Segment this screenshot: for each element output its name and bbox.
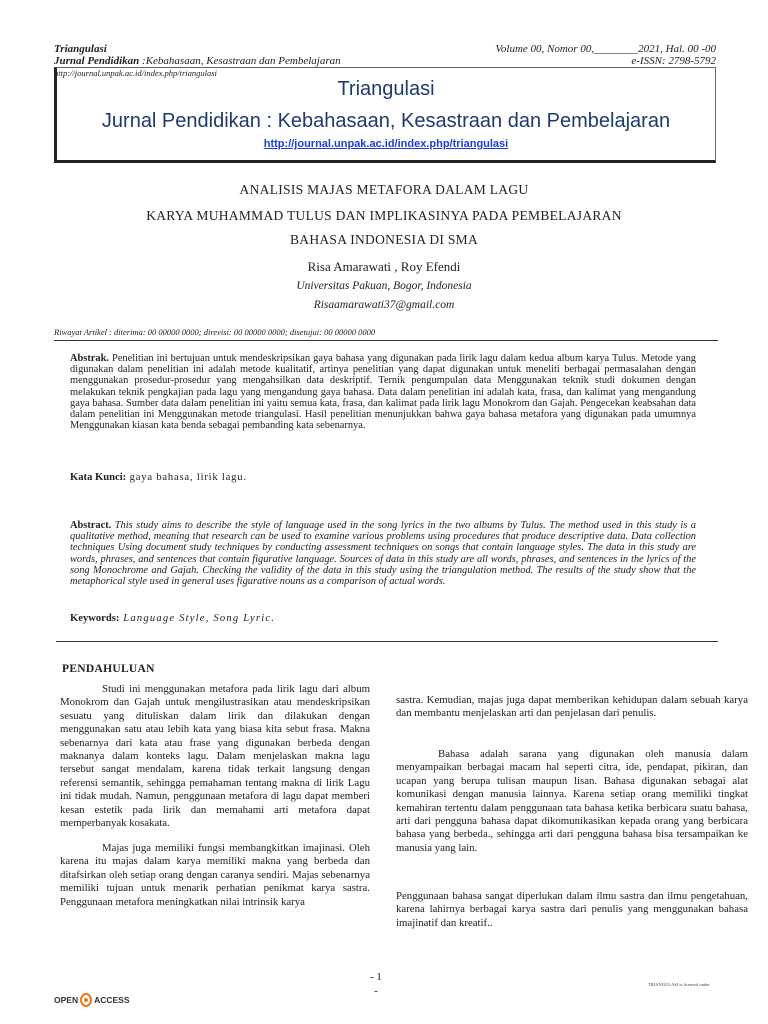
keywords — [70, 613, 696, 624]
abstract-text: This study aims to describe the style of language used in the song lyrics in the two albums by Tulus. The method used in this study is a qualitative method, meaning that research can be used to examine various problems using procedures that produce descriptive data. Data collection techniques Using document study techniques by conducting assessment techniques on songs that contain language styles. The data in this study are words, phrases, and sentences that contain figurative language. Sources of data in this study are all words, phrases, and sentences in the lyrics of the song Monochrome and Gajah. Checking the validity of the data in this study using the triangulation method. The results of the study show that the metaphorical style used in general uses figurative nouns as a comparison of actual words. — [70, 520, 696, 588]
body-col1-paragraph-2: Majas juga memiliki fungsi membangkitkan imajinasi. Oleh karena itu majas dalam karya memiliki makna yang berbeda dan ditafsirkan oleh setiap orang dengan caranya sendiri. Majas sebenarnya memiliki tujuan untuk menarik perhatian penikmat karya sastra. Penggunaan metafora meningkatkan nilai intrinsik karya — [60, 842, 370, 908]
abstract-english — [70, 520, 696, 587]
keywords-value: Language Style, Song Lyric. — [119, 613, 276, 624]
article-title-line-1: ANALISIS MAJAS METAFORA DALAM LAGU — [239, 182, 529, 197]
abstrak-label: Abstrak. — [70, 353, 109, 364]
journal-masthead — [54, 67, 716, 163]
article-authors: Risa Amarawati , Roy Efendi — [307, 259, 461, 274]
article-title-line-3: BAHASA INDONESIA DI SMA — [289, 232, 479, 247]
body-col2-paragraph-1: sastra. Kemudian, majas juga dapat memberikan kehidupan dalam sebuah karya dan membantu menjelaskan arti dan penjelasan dari penulis. — [396, 694, 748, 720]
eissn: e-ISSN: 2798-5792 — [631, 55, 716, 67]
masthead-subtitle: Jurnal Pendidikan : Kebahasaan, Kesastraan dan Pembelajaran — [101, 110, 671, 132]
journal-full-name: Jurnal Pendidikan :Kebahasaan, Kesastraan dan Pembelajaran — [54, 55, 341, 67]
author-email[interactable]: Risaamarawati37@gmail.com — [313, 299, 455, 311]
open-access-logo: OPEN ACCESS — [54, 995, 130, 1005]
page-number: - 1 - — [370, 971, 382, 997]
kata-kunci-value: gaya bahasa, lirik lagu. — [126, 472, 247, 483]
abstrak-indonesian — [70, 353, 696, 431]
abstract-label: Abstract. — [70, 520, 112, 531]
section-divider — [56, 641, 718, 642]
kata-kunci-label: Kata Kunci: — [70, 472, 127, 483]
article-title-line-2: KARYA MUHAMMAD TULUS DAN IMPLIKASINYA PADA PEMBELAJARAN — [146, 208, 622, 223]
article-affiliation: Universitas Pakuan, Bogor, Indonesia — [296, 280, 472, 292]
abstrak-text: Penelitian ini bertujuan untuk mendeskripsikan gaya bahasa yang digunakan pada lirik lagu dalam kedua album karya Tulus. Metode yang digunakan dalam penelitian ini adalah metode kualitatif, artinya penelitian yang dapat digunakan untuk meneliti berbagai permasalahan dengan menggunakan prosedur-prosedur yang mengahsilkan data deskriptif. Ternik pengumpulan data Menggunakan teknik studi dokumen dengan melakukan teknik pengkajian pada lagu yang mengandung gaya bahasa. Data dalam penelitian ini adalah kata, frasa, dan kalimat yang mengandung gaya bahasa. Sumber data dalam penelitian ini yaitu semua kata, frasa, dan kalimat pada lirik lagu Monokrom dan Gajah. Pengecekan keabsahan data dalam penelitian ini Menggunakan metode triangulasi. Hasil penelitian menunjukkan bahwa gaya bahasa metafora yang digunakan pada umumnya Menggunakan kiasan kata benda sebagai pembanding kata sebenarnya. — [70, 353, 696, 432]
body-col2-paragraph-3: Penggunaan bahasa sangat diperlukan dalam ilmu sastra dan ilmu pengetahuan, karena lahirnya berbagai karya sastra dari penulis yang menggunakan bahasa imajinatif dan kreatif.. — [396, 890, 748, 929]
article-history: Riwayat Artikel : diterima: 00 00000 0000; direvisi: 00 00000 0000; disetujui: 00 00000 0000 — [54, 327, 718, 341]
keywords-label: Keywords: — [70, 613, 120, 624]
journal-url-small[interactable]: http://journal.unpak.ac.id/index.php/triangulasi — [54, 68, 217, 78]
section-heading: PENDAHULUAN — [62, 663, 155, 675]
body-col2-paragraph-2: Bahasa adalah sarana yang digunakan oleh manusia dalam menyampaikan berbagai macam hal seperti citra, ide, pendapat, pikiran, dan ucapan yang berupa tulisan maupun lisan. Bahasa digunakan sebagai alat komunikasi dengan manusia lainnya. Karena setiap orang memiliki tingkat kemahiran tertentu dalam penggunaan tata bahasa ketika berbicara suatu bahasa, arti dari pengguna bahasa dapat dikomunikasikan kepada orang yang berbicara bahasa yang berbeda., sehingga arti dari pengguna bahasa bisa tersampaikan ke manusia yang lain. — [396, 748, 748, 854]
running-header-right — [495, 43, 716, 67]
masthead-url-link[interactable]: http://journal.unpak.ac.id/index.php/triangulasi — [263, 138, 509, 150]
body-col1-paragraph-1: Studi ini menggunakan metafora pada lirik lagu dari album Monokrom dan Gajah untuk mengilustrasikan atau mendeskripsikan sesuatu yang dituliskan dalam lirik dan dilakukan dengan menggunakan satu atau lebih kata yang biasa kita sebut frasa. Makna sebenarnya dari kata atau frase yang digunakan berbeda dengan maknanya dalam konteks lagu. Dalam menjelaskan makna lagu tersebut sangat mendalam, karena tidak terkait langsung dengan referensi semantik, sehingga pemahaman tentang makna di lirik Lagu ini tidak mudah. Namun, penggunaan metafora di lagu dapat memberi kesan estetik pada lirik dan memahami arti metafora dapat memperbanyak kosakata. — [60, 683, 370, 830]
open-access-lock-icon — [80, 993, 92, 1007]
license-note: TRIANGULASI is licensed under — [648, 982, 710, 987]
volume-info: Volume 00, Nomor 00,________2021, Hal. 00 -00 — [495, 43, 716, 55]
kata-kunci — [70, 472, 696, 483]
masthead-title: Triangulasi — [337, 78, 435, 100]
journal-short-name: Triangulasi — [54, 43, 107, 55]
